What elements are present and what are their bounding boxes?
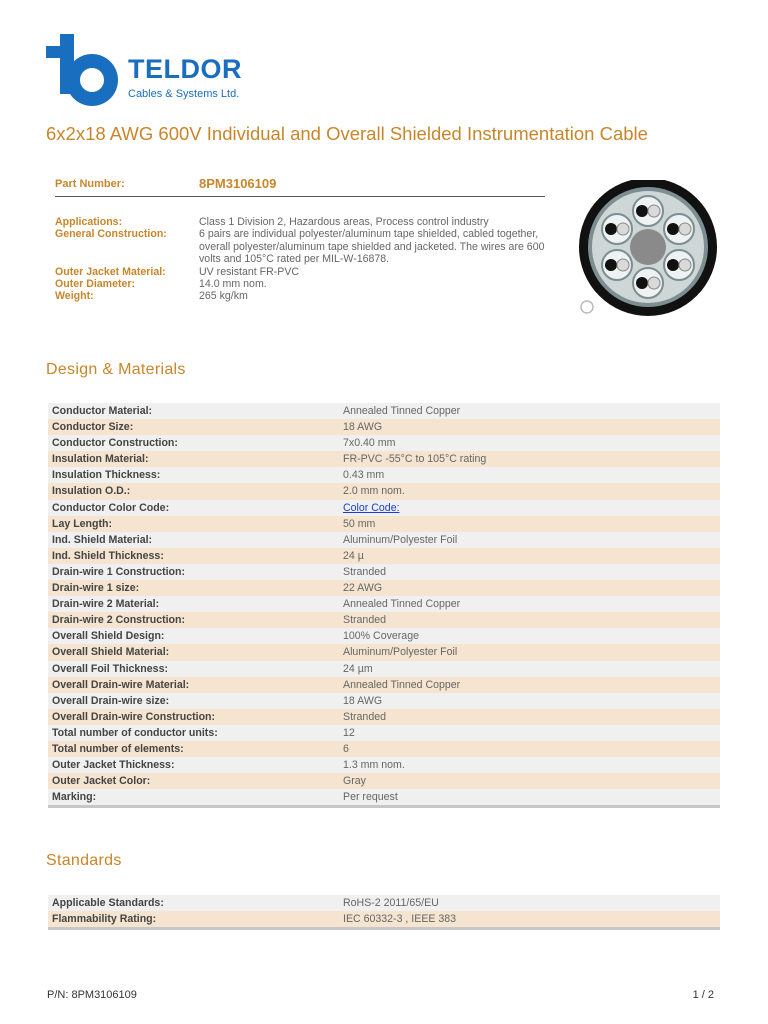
spec-value: Class 1 Division 2, Hazardous areas, Process control industry <box>199 216 489 228</box>
design-materials-table <box>48 403 720 808</box>
design-materials-heading: Design & Materials <box>46 361 186 378</box>
row-value: Annealed Tinned Copper <box>343 678 461 691</box>
brand-name: TELDOR <box>128 54 242 84</box>
teldor-logo-icon <box>46 34 126 108</box>
row-label: Applicable Standards: <box>52 897 164 909</box>
table-row <box>48 596 720 612</box>
spec-label: Weight: <box>55 290 94 303</box>
row-value: Aluminum/Polyester Foil <box>343 646 458 659</box>
row-value: Aluminum/Polyester Foil <box>343 533 458 546</box>
row-value: IEC 60332-3 , IEEE 383 <box>343 913 457 926</box>
spec-item <box>55 290 545 302</box>
row-value: 100% Coverage <box>343 630 419 643</box>
table-row <box>48 693 720 709</box>
spec-label: General Construction: <box>55 228 167 241</box>
table-row <box>48 661 720 677</box>
row-label: Overall Shield Material: <box>52 646 170 659</box>
table-row <box>48 773 720 789</box>
row-label: Flammability Rating: <box>52 913 157 926</box>
page-title: 6x2x18 AWG 600V Individual and Overall Shielded Instrumentation Cable <box>46 123 648 144</box>
row-value: 1.3 mm nom. <box>343 759 405 772</box>
table-row <box>48 911 720 927</box>
row-label: Conductor Color Code: <box>52 501 170 514</box>
footer-part-number: P/N: 8PM3106109 <box>47 989 137 1001</box>
row-value: Stranded <box>343 565 386 578</box>
teldor-logo <box>46 34 266 108</box>
row-label: Drain-wire 1 size: <box>52 582 140 595</box>
row-label: Insulation Material: <box>52 453 149 466</box>
row-label: Overall Drain-wire Material: <box>52 678 190 691</box>
table-row <box>48 709 720 725</box>
table-row <box>48 789 720 805</box>
spec-value: 6 pairs are individual polyester/aluminum tape shielded, cabled together, overall polyester/aluminum tape shielded and jacketed. The wires are 600 volts and 105°C rated per MIL-W-16878. <box>199 228 545 266</box>
spec-label: Outer Diameter: <box>55 278 136 291</box>
spec-value: 265 kg/km <box>199 290 248 303</box>
spec-list <box>55 216 545 303</box>
row-value: 6 <box>343 742 349 755</box>
table-row <box>48 516 720 532</box>
row-label: Ind. Shield Material: <box>52 533 153 546</box>
table-row <box>48 628 720 644</box>
spec-item <box>55 216 545 228</box>
spec-label: Applications: <box>55 216 123 228</box>
row-label: Total number of conductor units: <box>52 726 218 739</box>
table-row <box>48 644 720 660</box>
row-label: Outer Jacket Color: <box>52 775 151 788</box>
row-value: 12 <box>343 726 355 739</box>
brand-subtitle: Cables & Systems Ltd. <box>128 88 240 100</box>
table-row <box>48 548 720 564</box>
table-row <box>48 483 720 499</box>
table-row <box>48 895 720 911</box>
table-row <box>48 741 720 757</box>
standards-table <box>48 895 720 930</box>
part-number-label: Part Number: <box>55 178 125 190</box>
row-label: Total number of elements: <box>52 742 184 755</box>
part-number-value: 8PM3106109 <box>199 176 277 191</box>
row-label: Marking: <box>52 791 97 804</box>
row-label: Conductor Construction: <box>52 437 178 450</box>
table-row <box>48 677 720 693</box>
table-row <box>48 564 720 580</box>
cable-cross-section <box>574 180 724 325</box>
row-value: 50 mm <box>343 517 376 530</box>
standards-heading: Standards <box>46 852 122 869</box>
row-label: Drain-wire 2 Construction: <box>52 614 186 627</box>
row-label: Insulation Thickness: <box>52 469 161 482</box>
row-value: Stranded <box>343 614 386 627</box>
row-label: Lay Length: <box>52 517 113 530</box>
row-label: Drain-wire 2 Material: <box>52 598 160 611</box>
row-value: Gray <box>343 775 366 788</box>
spec-label: Outer Jacket Material: <box>55 265 166 278</box>
spec-value: UV resistant FR-PVC <box>199 265 300 278</box>
row-value: FR-PVC -55°C to 105°C rating <box>343 453 487 466</box>
row-label: Drain-wire 1 Construction: <box>52 565 186 578</box>
row-value: 2.0 mm nom. <box>343 485 405 498</box>
row-value: 0.43 mm <box>343 469 385 482</box>
spec-item <box>55 266 545 278</box>
table-row <box>48 757 720 773</box>
row-value: Annealed Tinned Copper <box>343 598 461 611</box>
table-row <box>48 532 720 548</box>
row-label: Conductor Material: <box>52 405 153 417</box>
row-value: 7x0.40 mm <box>343 437 396 450</box>
table-row <box>48 419 720 435</box>
row-value: Per request <box>343 791 398 804</box>
row-value: 24 µm <box>343 662 373 675</box>
table-row <box>48 500 720 516</box>
spec-item <box>55 278 545 290</box>
row-value: RoHS-2 2011/65/EU <box>343 897 439 909</box>
table-row <box>48 725 720 741</box>
row-label: Conductor Size: <box>52 421 134 434</box>
table-row <box>48 612 720 628</box>
table-row <box>48 451 720 467</box>
row-label: Overall Drain-wire Construction: <box>52 710 216 723</box>
spec-item <box>55 228 545 265</box>
row-label: Overall Drain-wire size: <box>52 694 170 707</box>
table-row <box>48 435 720 451</box>
part-number-row <box>55 176 545 197</box>
row-value: 18 AWG <box>343 421 383 434</box>
color-code-link[interactable]: Color Code: <box>343 501 400 514</box>
row-label: Insulation O.D.: <box>52 485 131 498</box>
row-value: Annealed Tinned Copper <box>343 405 461 417</box>
spec-value: 14.0 mm nom. <box>199 278 267 291</box>
row-value: 22 AWG <box>343 582 383 595</box>
row-value: 24 µ <box>343 549 364 562</box>
row-label: Outer Jacket Thickness: <box>52 759 175 772</box>
table-row <box>48 580 720 596</box>
cable-cross-section-icon <box>574 180 724 320</box>
table-row <box>48 467 720 483</box>
table-row <box>48 403 720 419</box>
row-value <box>339 500 400 516</box>
footer-page-number: 1 / 2 <box>692 989 714 1001</box>
row-value: 18 AWG <box>343 694 383 707</box>
row-label: Overall Shield Design: <box>52 630 165 643</box>
row-label: Overall Foil Thickness: <box>52 662 168 675</box>
row-label: Ind. Shield Thickness: <box>52 549 164 562</box>
row-value: Stranded <box>343 710 386 723</box>
